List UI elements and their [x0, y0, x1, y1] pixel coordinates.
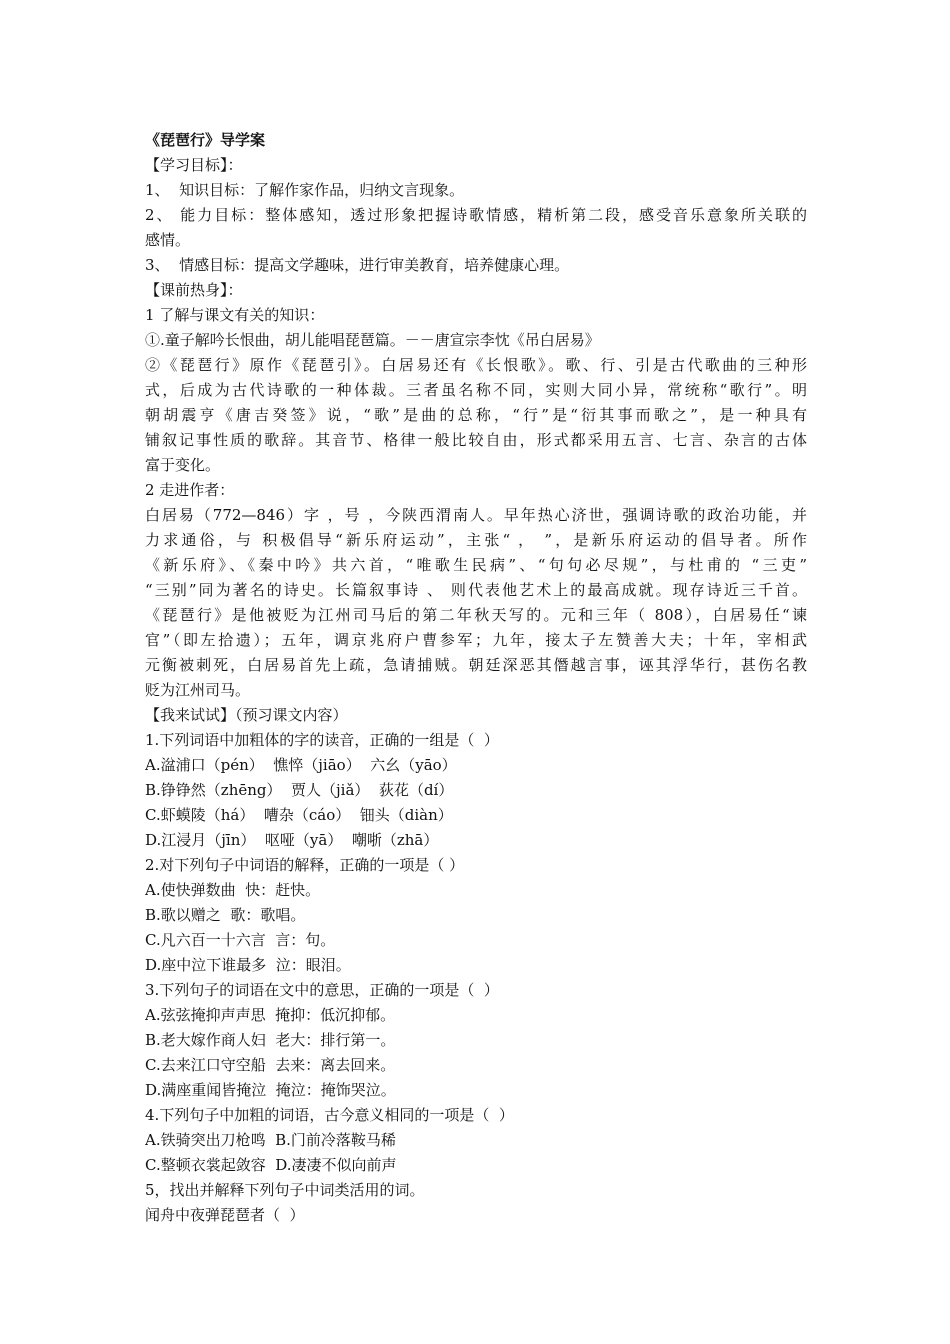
- text-line: 贬为江州司马。: [145, 681, 251, 699]
- text-line: 铺叙记事性质的歌辞。其音节、格律一般比较自由，形式都采用五言、七言、杂言的古体: [145, 431, 807, 449]
- text-line: “三别”同为著名的诗史。长篇叙事诗 、 则代表他艺术上的最高成就。现存诗近三千首。: [145, 581, 807, 599]
- text-line: 2、 能力目标：整体感知，透过形象把握诗歌情感，精析第二段，感受音乐意象所关联的: [145, 206, 807, 224]
- text-line: 元衡被刺死，白居易首先上疏，急请捕贼。朝廷深恶其僭越言事，诬其浮华行，甚伤名教: [145, 656, 807, 674]
- text-line: 1.下列词语中加粗体的字的读音，正确的一组是（ ）: [145, 731, 499, 749]
- text-line: 闻舟中夜弹琵琶者（ ）: [145, 1206, 305, 1224]
- text-line: 式，后成为古代诗歌的一种体裁。三者虽名称不同，实则大同小异，常统称“歌行”。明: [145, 381, 807, 399]
- text-line: D.江浸月（jīn） 呕哑（yā） 嘲哳（zhā）: [145, 831, 439, 849]
- text-line: B.铮铮然（zhēng） 贾人（jiǎ） 荻花（dí）: [145, 781, 454, 799]
- text-line: 《新乐府》、《秦中吟》共六首，“唯歌生民病”、“句句必尽规”，与杜甫的 “三吏”: [145, 556, 807, 574]
- text-line: 【我来试试】（预习课文内容）: [145, 706, 348, 724]
- text-line: 《琵琶行》是他被贬为江州司马后的第二年秋天写的。元和三年（ 808），白居易任“谏: [145, 606, 807, 624]
- text-line: ①.童子解吟长恨曲，胡儿能唱琵琶篇。－－唐宣宗李忱《吊白居易》: [145, 331, 600, 349]
- text-line: D.座中泣下谁最多 泣：眼泪。: [145, 956, 351, 974]
- text-line: B.歌以赠之 歌：歌唱。: [145, 906, 306, 924]
- text-line: 富于变化。: [145, 456, 221, 474]
- text-line: 力求通俗，与 积极倡导“新乐府运动”，主张“ ， ”，是新乐府运动的倡导者。所作: [145, 531, 807, 549]
- text-line: A.铁骑突出刀枪鸣 B.门前冷落鞍马稀: [145, 1131, 396, 1149]
- document-body: [145, 128, 807, 1228]
- text-line: 感情。: [145, 231, 191, 249]
- text-line: C.凡六百一十六言 言：句。: [145, 931, 336, 949]
- text-line: C.去来江口守空船 去来：离去回来。: [145, 1056, 396, 1074]
- text-line: 2.对下列句子中词语的解释，正确的一项是（ ）: [145, 856, 465, 874]
- text-line: 朝胡震亨《唐吉癸签》说，“歌”是曲的总称，“行”是“衍其事而歌之”，是一种具有: [145, 406, 807, 424]
- text-line: A.湓浦口（pén） 憔悴（jiāo） 六幺（yāo）: [145, 756, 457, 774]
- text-line: 4.下列句子中加粗的词语，古今意义相同的一项是（ ）: [145, 1106, 514, 1124]
- text-line: 【学习目标】：: [145, 156, 243, 174]
- text-line: 3、 情感目标：提高文学趣味，进行审美教育，培养健康心理。: [145, 256, 570, 274]
- text-line: ②《琵琶行》原作《琵琶引》。白居易还有《长恨歌》。歌、行、引是古代歌曲的三种形: [145, 356, 807, 374]
- text-line: C.虾蟆陵（há） 嘈杂（cáo） 钿头（diàn）: [145, 806, 453, 824]
- text-line: 1 了解与课文有关的知识：: [145, 306, 325, 324]
- text-line: 2 走进作者：: [145, 481, 235, 499]
- document-title: 《琵琶行》导学案: [145, 131, 266, 149]
- text-line: 白居易（772—846）字 ，号 ，今陕西渭南人。早年热心济世，强调诗歌的政治功能，并: [145, 506, 807, 524]
- text-line: 1、 知识目标：了解作家作品，归纳文言现象。: [145, 181, 465, 199]
- text-line: C.整顿衣裳起敛容 D.凄凄不似向前声: [145, 1156, 397, 1174]
- text-line: A.使快弹数曲 快：赶快。: [145, 881, 321, 899]
- text-line: 【课前热身】：: [145, 281, 243, 299]
- text-line: 官”（即左拾遗）；五年，调京兆府户曹参军；九年，接太子左赞善大夫；十年，宰相武: [145, 631, 807, 649]
- text-line: B.老大嫁作商人妇 老大：排行第一。: [145, 1031, 396, 1049]
- text-line: 3.下列句子的词语在文中的意思，正确的一项是（ ）: [145, 981, 499, 999]
- text-line: 5，找出并解释下列句子中词类活用的词。: [145, 1181, 425, 1199]
- text-line: D.满座重闻皆掩泣 掩泣：掩饰哭泣。: [145, 1081, 396, 1099]
- text-line: A.弦弦掩抑声声思 掩抑：低沉抑郁。: [145, 1006, 396, 1024]
